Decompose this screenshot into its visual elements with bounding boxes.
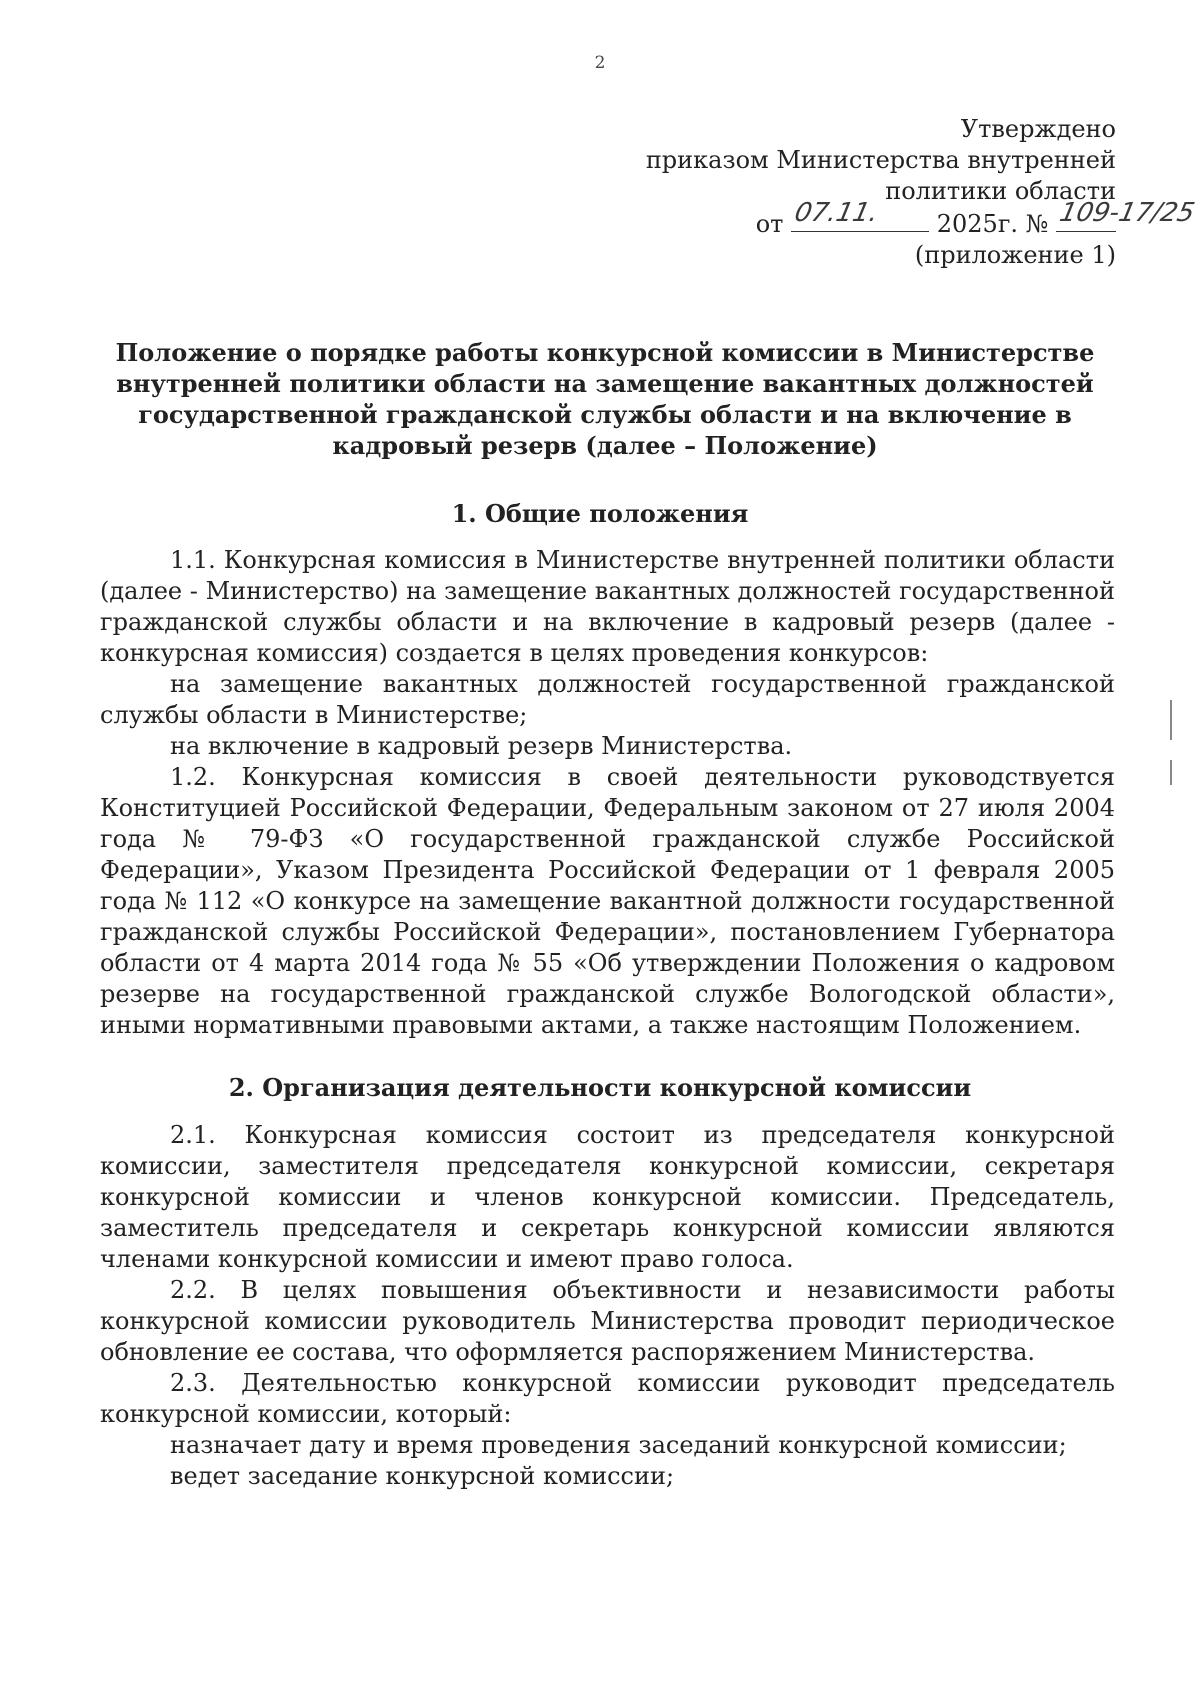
paragraph-1-1-item-a: на замещение вакантных должностей государственной гражданской службы области в Министерстве; bbox=[100, 670, 1115, 729]
date-fill-field bbox=[791, 198, 929, 232]
handwritten-number: 109-17/25 bbox=[1056, 198, 1198, 228]
section-2-body bbox=[100, 1120, 1115, 1492]
handwritten-date: 07.11. bbox=[792, 198, 882, 228]
document-title: Положение о порядке работы конкурсной комиссии в Министерстве внутренней политики области на замещение вакантных должностей государственной гражданской службы области и на включение в кадровый резерв (далее – Положение) bbox=[115, 338, 1095, 460]
section-1-body bbox=[100, 545, 1115, 1041]
approval-line-ministry: политики области bbox=[885, 177, 1116, 205]
approval-line-approved: Утверждено bbox=[960, 115, 1116, 143]
page-number: 2 bbox=[594, 53, 606, 73]
paragraph-1-1-item-b: на включение в кадровый резерв Министерства. bbox=[170, 732, 793, 760]
number-fill-field bbox=[1056, 198, 1198, 232]
approval-stamp bbox=[645, 114, 1198, 271]
section-2-heading: 2. Организация деятельности конкурсной комиссии bbox=[228, 1073, 972, 1102]
scan-edge-mark bbox=[1170, 700, 1172, 740]
paragraph-2-1: 2.1. Конкурсная комиссия состоит из председателя конкурсной комиссии, заместителя председателя конкурсной комиссии, секретаря конкурсной комиссии и членов конкурсной комиссии. Председатель, заместитель председателя и секретарь конкурсной комиссии являются членами конкурсной комиссии и имеют право голоса. bbox=[100, 1121, 1115, 1273]
paragraph-2-3-item-b: ведет заседание конкурсной комиссии; bbox=[170, 1462, 675, 1490]
section-1-heading: 1. Общие положения bbox=[451, 499, 749, 528]
date-prefix: от bbox=[755, 210, 784, 238]
year-number-label: 2025г. № bbox=[936, 210, 1049, 238]
paragraph-1-2: 1.2. Конкурсная комиссия в своей деятельности руководствуется Конституцией Российской Федерации, Федеральным законом от 27 июля 2004 года № 79-ФЗ «О государственной гражданской службе Российской Федерации», Указом Президента Российской Федерации от 1 февраля 2005 года № 112 «О конкурсе на замещение вакантной должности государственной гражданской службы Российской Федерации», постановлением Губернатора области от 4 марта 2014 года № 55 «Об утверждении Положения о кадровом резерве на государственной гражданской службе Вологодской области», иными нормативными правовыми актами, а также настоящим Положением. bbox=[100, 763, 1115, 1039]
scan-edge-mark bbox=[1170, 760, 1172, 785]
paragraph-2-3: 2.3. Деятельностью конкурсной комиссии руководит председатель конкурсной комиссии, который: bbox=[100, 1369, 1115, 1428]
approval-appendix: (приложение 1) bbox=[914, 241, 1116, 269]
approval-line-order: приказом Министерства внутренней bbox=[645, 146, 1116, 174]
paragraph-1-1: 1.1. Конкурсная комиссия в Министерстве внутренней политики области (далее - Министерство) на замещение вакантных должностей государственной гражданской службы области и на включение в кадровый резерв (далее - конкурсная комиссия) создается в целях проведения конкурсов: bbox=[100, 546, 1115, 667]
paragraph-2-2: 2.2. В целях повышения объективности и независимости работы конкурсной комиссии руководитель Министерства проводит периодическое обновление ее состава, что оформляется распоряжением Министерства. bbox=[100, 1276, 1115, 1366]
paragraph-2-3-item-a: назначает дату и время проведения заседаний конкурсной комиссии; bbox=[170, 1431, 1067, 1459]
approval-date-line bbox=[646, 198, 1198, 240]
